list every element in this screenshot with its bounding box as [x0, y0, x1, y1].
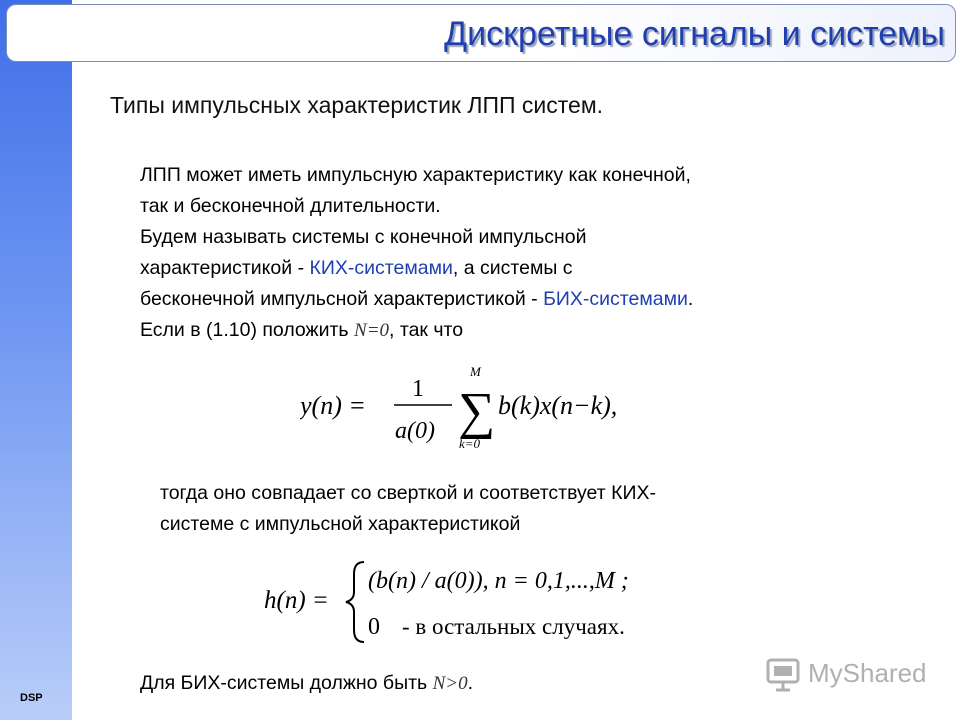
line5-post: .	[687, 288, 694, 310]
bih-term: БИХ-системами	[543, 288, 688, 310]
watermark	[766, 656, 936, 692]
line4-post: , а системы с	[452, 257, 573, 279]
title-banner	[6, 4, 956, 62]
sum-lower-limit: k=0	[459, 436, 481, 451]
formula1-lhs: y(n) =	[300, 391, 366, 420]
formula2-case-1: (b(n) / a(0)), n = 0,1,...,M ;	[368, 568, 629, 594]
formula1-numerator: 1	[412, 376, 424, 402]
line5-pre: бесконечной импульсной характеристикой -	[140, 288, 544, 310]
kih-term: КИХ-системами	[309, 257, 453, 279]
watermark-text: MyShared	[808, 658, 927, 688]
slide-subtitle: Типы импульсных характеристик ЛПП систем.	[110, 92, 604, 118]
impulse-response-formula	[262, 556, 722, 646]
para2-line-2: системе с импульсной характеристикой	[160, 513, 521, 535]
para-line-3: Будем называть системы с конечной импульсной	[140, 226, 587, 248]
line4-pre: характеристикой -	[140, 257, 310, 279]
formula1-denominator: a(0)	[395, 418, 435, 444]
sigma-icon: ∑	[458, 383, 496, 440]
para-line-4	[140, 253, 920, 284]
slideshow-icon	[766, 658, 802, 692]
n-equals-zero: N=0	[354, 320, 390, 341]
formula1-body: b(k)x(n−k),	[498, 391, 618, 420]
sum-upper-limit: M	[470, 364, 481, 379]
formula2-case-2-value: 0	[368, 614, 380, 640]
convolution-formula	[300, 362, 680, 452]
para-line-6	[140, 315, 920, 346]
para-line-1: ЛПП может иметь импульсную характеристику как конечной,	[140, 164, 691, 186]
final-pre: Для БИХ-системы должно быть	[140, 672, 433, 694]
para2-line-1: тогда оно совпадает со сверткой и соответствует КИХ-	[160, 482, 656, 504]
sidebar-band	[0, 0, 72, 720]
line6-post: , так что	[389, 319, 464, 341]
para-line-5	[140, 284, 920, 315]
iir-condition	[140, 672, 473, 695]
slide-title: Дискретные сигналы и системы	[444, 15, 945, 53]
fir-paragraph	[160, 478, 880, 540]
sidebar-label: DSP	[20, 692, 43, 704]
para-line-2: так и бесконечной длительности.	[140, 195, 441, 217]
line6-pre: Если в (1.10) положить	[140, 319, 355, 341]
formula2-case-2-text: - в остальных случаях.	[402, 614, 625, 639]
formula2-lhs: h(n) =	[264, 587, 329, 614]
final-post: .	[467, 672, 474, 694]
n-greater-zero: N>0	[432, 673, 468, 694]
intro-paragraph	[140, 160, 920, 346]
left-brace-icon	[346, 562, 364, 642]
